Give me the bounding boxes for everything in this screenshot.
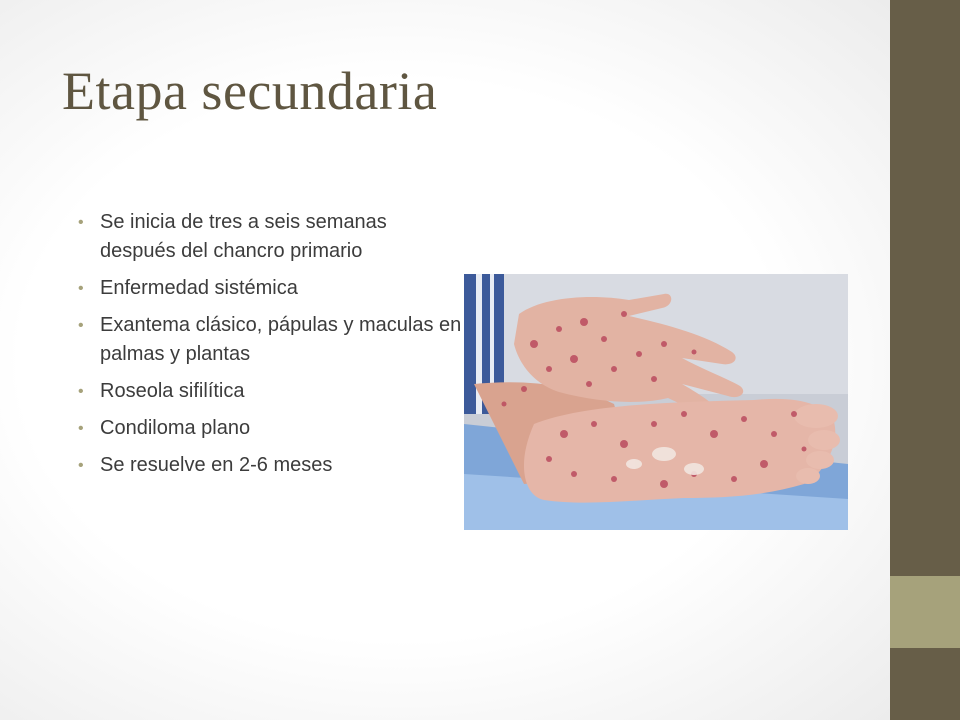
bullet-item	[78, 451, 463, 480]
bullet-dot-icon: •	[78, 317, 84, 334]
hand-and-foot-rash-photo	[464, 274, 848, 530]
bullet-text: Roseola sifilítica	[100, 380, 245, 402]
bullet-text: Enfermedad sistémica	[100, 277, 298, 299]
bullet-dot-icon: •	[78, 214, 84, 231]
sidebar-band-top	[890, 0, 960, 576]
bullet-list	[78, 208, 463, 488]
bullet-dot-icon: •	[78, 280, 84, 297]
bullet-dot-icon: •	[78, 457, 84, 474]
bullet-text: Exantema clásico, pápulas y maculas en palmas y plantas	[100, 314, 462, 365]
slide-title: Etapa secundaria	[62, 61, 438, 121]
bullet-dot-icon: •	[78, 383, 84, 400]
bullet-item	[78, 208, 463, 266]
bullet-text: Condiloma plano	[100, 417, 251, 439]
sidebar-band-middle	[890, 576, 960, 648]
bullet-dot-icon: •	[78, 420, 84, 437]
bullet-item	[78, 311, 463, 369]
bullet-item	[78, 414, 463, 443]
bullet-item	[78, 274, 463, 303]
bullet-item	[78, 377, 463, 406]
bullet-text: Se resuelve en 2-6 meses	[100, 454, 333, 476]
bullet-text: Se inicia de tres a seis semanas después del chancro primario	[100, 211, 387, 262]
sidebar-band-bottom	[890, 648, 960, 720]
